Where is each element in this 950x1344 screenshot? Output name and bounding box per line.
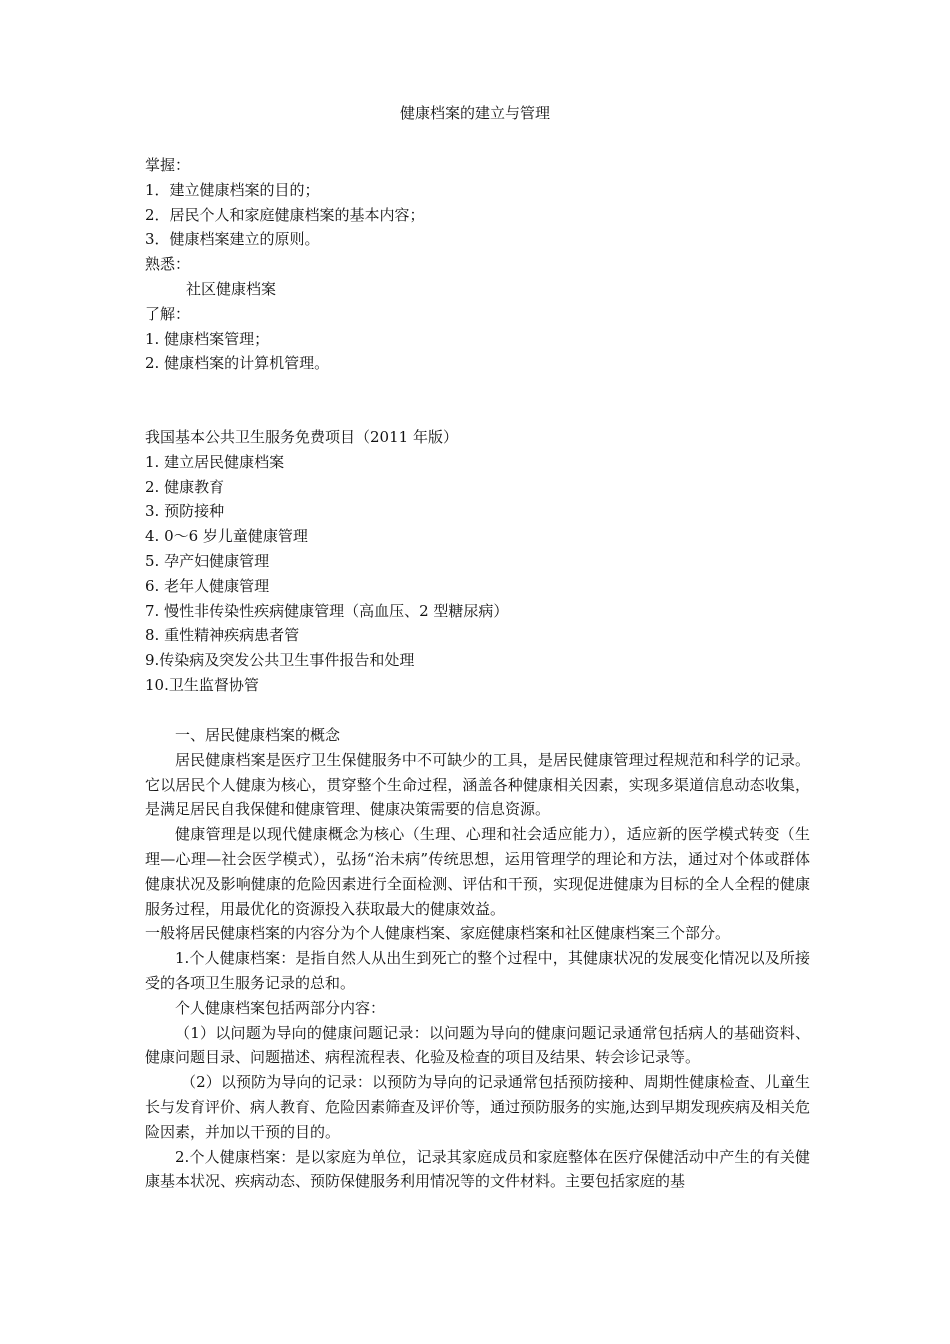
service-item: 1. 建立居民健康档案: [145, 452, 285, 471]
paragraph: 个人健康档案包括两部分内容：: [175, 998, 386, 1017]
paragraph: 2.个人健康档案：是以家庭为单位，记录其家庭成员和家庭整体在医疗保健活动中产生的有关健康基本状况、疾病动态、预防保健服务利用情况等的文件材料。主要包括家庭的基: [145, 1147, 810, 1191]
document-title: 健康档案的建立与管理: [399, 104, 550, 122]
services-heading: 我国基本公共卫生服务免费项目（2011 年版）: [145, 428, 458, 446]
master-item-1: 1．建立健康档案的目的；: [145, 180, 320, 199]
service-item: 5. 孕产妇健康管理: [145, 551, 270, 570]
understand-label: 了解：: [145, 304, 191, 323]
familiar-item: 社区健康档案: [186, 279, 277, 298]
familiar-label: 熟悉：: [145, 255, 191, 274]
services-section: [145, 425, 810, 698]
service-item: 9.传染病及突发公共卫生事件报告和处理: [145, 651, 415, 670]
paragraph: 健康管理是以现代健康概念为核心（生理、心理和社会适应能力），适应新的医学模式转变（生理—心理—社会医学模式），弘扬“治未病”传统思想，运用管理学的理论和方法，通过对个体或群体健康状况及影响健康的危险因素进行全面检测、评估和干预，实现促进健康为目标的全人全程的健康服务过程，用最优化的资源投入获取最大的健康效益。: [145, 825, 810, 918]
paragraph: （2）以预防为导向的记录：以预防为导向的记录通常包括预防接种、周期性健康检查、儿童生长与发育评价、病人教育、危险因素筛查及评价等，通过预防服务的实施,达到早期发现疾病及相关危险因素，并加以干预的目的。: [145, 1073, 810, 1141]
paragraph: 1.个人健康档案：是指自然人从出生到死亡的整个过程中，其健康状况的发展变化情况以及所接受的各项卫生服务记录的总和。: [145, 949, 810, 992]
service-item: 4. 0～6 岁儿童健康管理: [145, 527, 308, 546]
service-item: 3. 预防接种: [145, 502, 225, 521]
service-item: 10.卫生监督协管: [145, 675, 259, 694]
master-item-2: 2．居民个人和家庭健康档案的基本内容；: [145, 205, 425, 224]
service-item: 6. 老年人健康管理: [145, 576, 270, 595]
objectives-section: [145, 153, 810, 376]
understand-item-2: 2. 健康档案的计算机管理。: [145, 354, 330, 373]
service-item: 2. 健康教育: [145, 477, 225, 496]
paragraph: 居民健康档案是医疗卫生保健服务中不可缺少的工具，是居民健康管理过程规范和科学的记录。它以居民个人健康为核心，贯穿整个生命过程，涵盖各种健康相关因素，实现多渠道信息动态收集，是满足居民自我保健和健康管理、健康决策需要的信息资源。: [145, 750, 810, 819]
paragraph: 一般将居民健康档案的内容分为个人健康档案、家庭健康档案和社区健康档案三个部分。: [145, 924, 731, 943]
service-item: 7. 慢性非传染性疾病健康管理（高血压、2 型糖尿病）: [145, 601, 509, 620]
master-label: 掌握：: [145, 156, 191, 174]
service-item: 8. 重性精神疾病患者管: [145, 626, 300, 645]
understand-item-1: 1. 健康档案管理；: [145, 329, 270, 348]
master-item-3: 3．健康档案建立的原则。: [145, 230, 320, 249]
paragraph: （1）以问题为导向的健康问题记录：以问题为导向的健康问题记录通常包括病人的基础资料、健康问题目录、问题描述、病程流程表、化验及检查的项目及结果、转会诊记录等。: [145, 1023, 810, 1067]
section-heading: 一、居民健康档案的概念: [175, 726, 341, 744]
section-concept: [145, 723, 810, 1194]
